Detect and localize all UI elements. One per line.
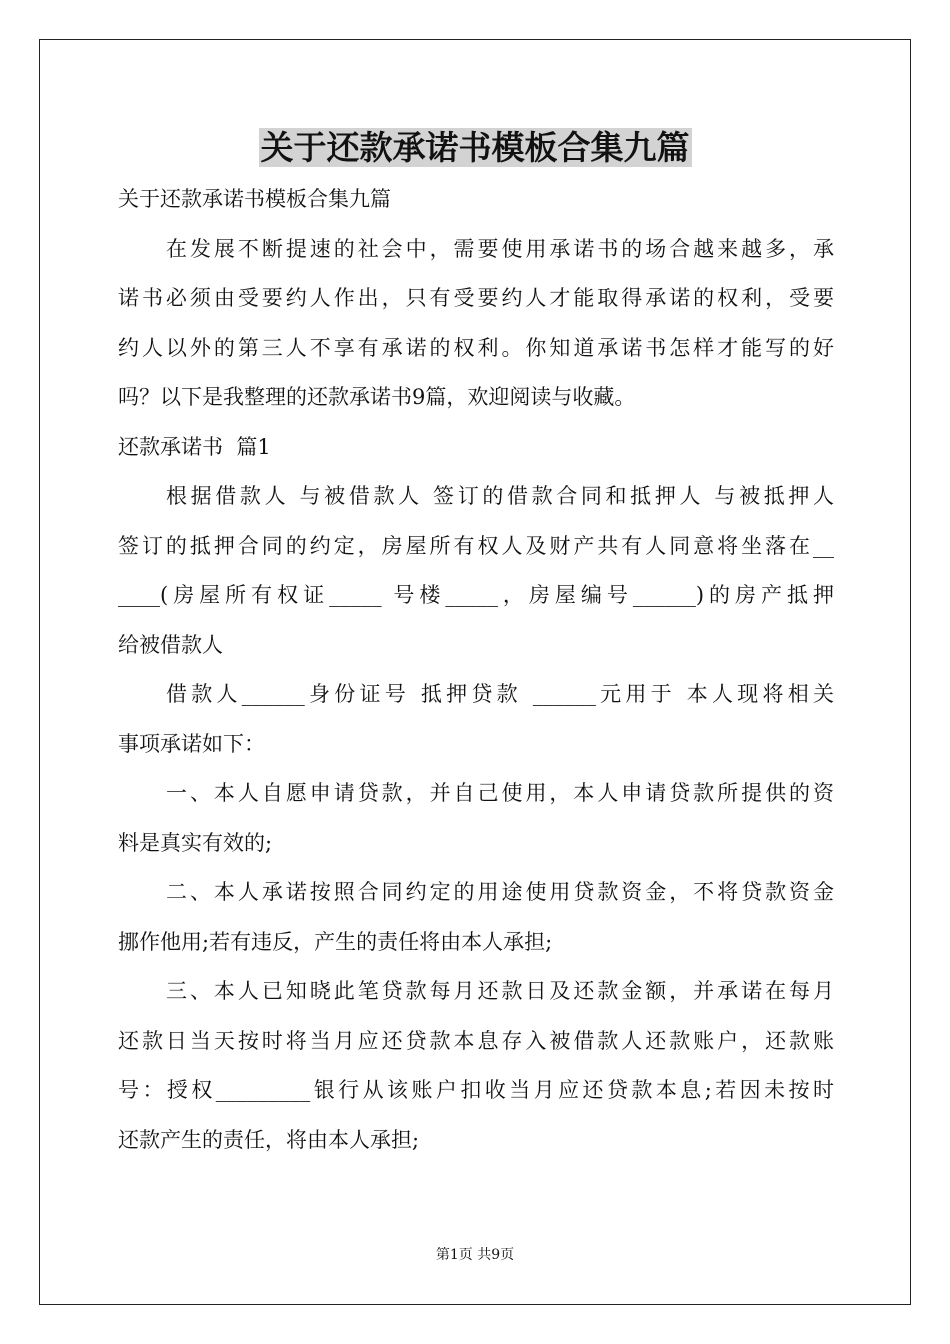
commitment-item-3 [118, 967, 834, 1165]
intro-line: 在发展不断提速的社会中，需要使用承诺书的场合越来越多，承 [166, 236, 834, 261]
paragraph-line: 料是真实有效的; [118, 830, 273, 855]
paragraph-line: 挪作他用;若有违反，产生的责任将由本人承担; [118, 929, 553, 954]
section-heading-text: 还款承诺书 篇1 [118, 434, 271, 459]
document-subtitle [118, 175, 834, 225]
paragraph-line: 还款日当天按时将当月应还贷款本息存入被借款人还款账户，还款账 [118, 1028, 834, 1053]
document-body [118, 175, 834, 1165]
paragraph-line: 一、本人自愿申请贷款，并自己使用，本人申请贷款所提供的资 [166, 781, 834, 805]
page-footer [0, 1245, 950, 1265]
paragraph-line: 给被借款人 [118, 632, 223, 657]
paragraph-line: 三、本人已知晓此笔贷款每月还款日及还款金额，并承诺在每月 [166, 979, 834, 1003]
intro-paragraph [118, 225, 834, 423]
paragraph-line: 还款产生的责任，将由本人承担; [118, 1127, 420, 1152]
intro-line: 诺书必须由受要约人作出，只有受要约人才能取得承诺的权利，受要 [118, 286, 834, 310]
section-heading [118, 423, 834, 473]
paragraph-line: 二、本人承诺按照合同约定的用途使用贷款资金，不将贷款资金 [166, 880, 834, 904]
paragraph-line: ____(房屋所有权证_____ 号楼_____，房屋编号______)的房产抵押 [118, 583, 834, 607]
paragraph-line: 事项承诺如下： [118, 731, 265, 756]
paragraph-1 [118, 472, 834, 670]
intro-line: 约人以外的第三人不享有承诺的权利。你知道承诺书怎样才能写的好 [118, 335, 834, 360]
paragraph-2 [118, 670, 834, 769]
paragraph-line: 根据借款人 与被借款人 签订的借款合同和抵押人 与被抵押人 [166, 484, 834, 508]
document-title-text: 关于还款承诺书模板合集九篇 [260, 128, 690, 167]
page-number: 第1页 共9页 [435, 1247, 515, 1263]
paragraph-line: 号：授权_________银行从该账户扣收当月应还贷款本息;若因未按时 [118, 1078, 834, 1102]
document-title [0, 126, 950, 170]
paragraph-line: 签订的抵押合同的约定，房屋所有权人及财产共有人同意将坐落在__ [118, 533, 834, 558]
intro-line: 吗？以下是我整理的还款承诺书9篇，欢迎阅读与收藏。 [118, 385, 636, 409]
commitment-item-1 [118, 769, 834, 868]
paragraph-line: 借款人______身份证号 抵押贷款 ______元用于 本人现将相关 [166, 682, 834, 706]
commitment-item-2 [118, 868, 834, 967]
subtitle-line: 关于还款承诺书模板合集九篇 [118, 187, 391, 211]
